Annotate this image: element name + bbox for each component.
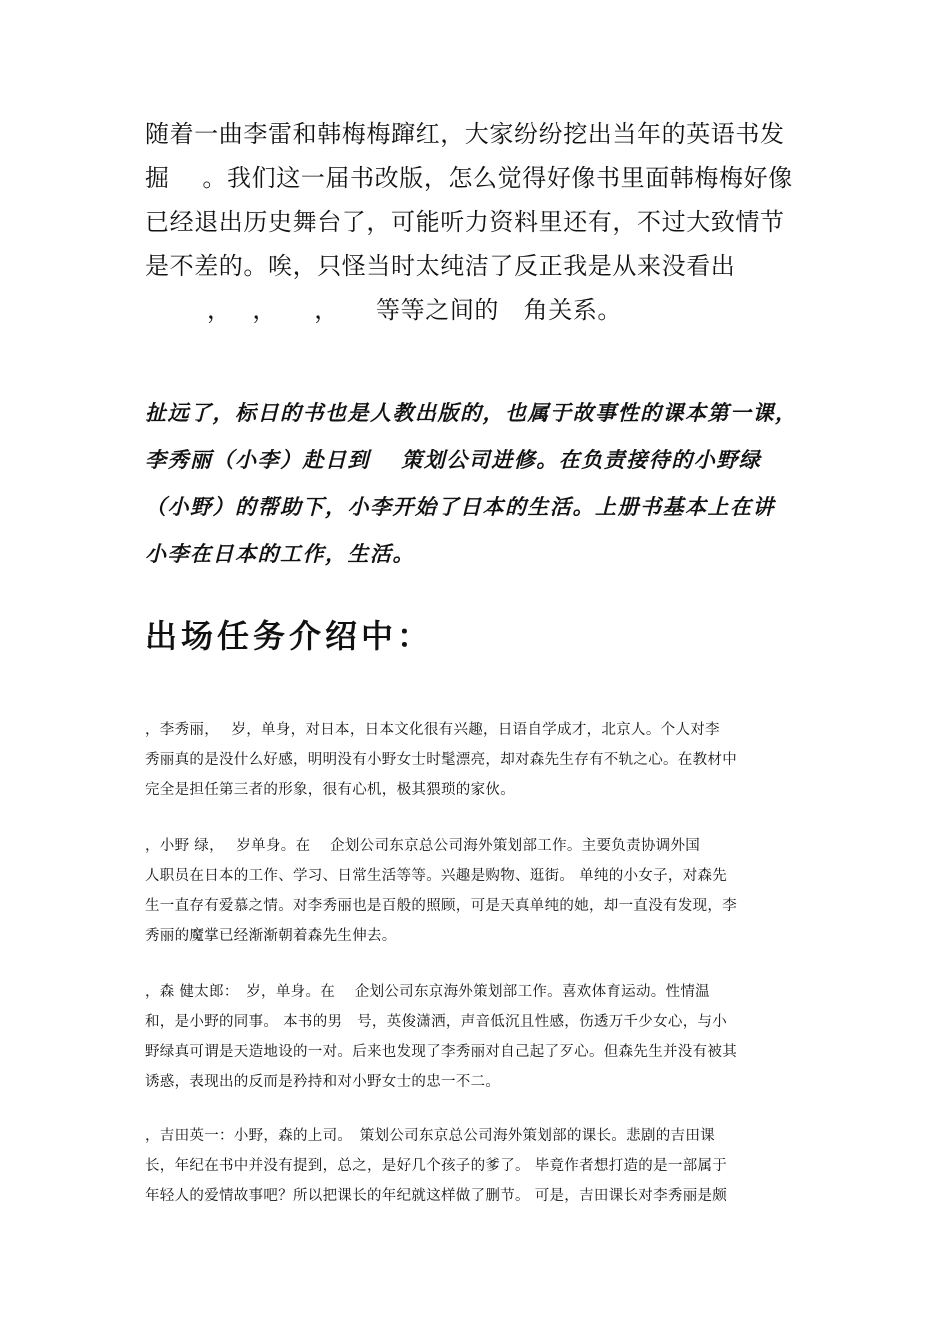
character-line: ，李秀丽， 岁，单身，对日本，日本文化很有兴趣，日语自学成才，北京人。个人对李 xyxy=(145,722,720,738)
story-line: （小野）的帮助下，小李开始了日本的生活。上册书基本上在讲 xyxy=(145,495,775,519)
character-jitian-yingyi xyxy=(145,1121,810,1211)
intro-line: 随着一曲李雷和韩梅梅蹿红，大家纷纷挖出当年的英语书发 xyxy=(145,120,785,148)
character-line: 秀丽的魔掌已经渐渐朝着森先生伸去。 xyxy=(145,928,397,944)
story-paragraph xyxy=(145,390,810,578)
character-li-xiuli xyxy=(145,715,810,805)
character-line: 年轻人的爱情故事吧？所以把课长的年纪就这样做了删节。 可是，吉田课长对李秀丽是颇 xyxy=(145,1188,728,1204)
character-line: ，小野 绿， 岁单身。在 企划公司东京总公司海外策划部工作。主要负责协调外国 xyxy=(145,838,701,854)
story-line: 小李在日本的工作，生活。 xyxy=(145,542,415,566)
character-line: 诱惑，表现出的反而是矜持和对小野女士的忠一不二。 xyxy=(145,1074,501,1090)
character-line: 长，年纪在书中并没有提到，总之，是好几个孩子的爹了。 毕竟作者想打造的是一部属于 xyxy=(145,1158,728,1174)
section-heading: 出场任务介绍中： xyxy=(145,617,434,655)
character-line: 人职员在日本的工作、学习、日常生活等等。兴趣是购物、逛街。 单纯的小女子，对森先 xyxy=(145,868,728,884)
character-sen-jiantailang xyxy=(145,977,810,1097)
character-xiaoye-lv xyxy=(145,831,810,951)
intro-line: 已经退出历史舞台了，可能听力资料里还有，不过大致情节 xyxy=(145,208,785,236)
story-line: 李秀丽（小李）赴日到 策划公司进修。在负责接待的小野绿 xyxy=(145,448,762,472)
character-line: 秀丽真的是没什么好感，明明没有小野女士时髦漂亮，却对森先生存有不轨之心。在教材中 xyxy=(145,752,737,768)
character-line: 和，是小野的同事。 本书的男 号，英俊潇洒，声音低沉且性感，伤透万千少女心，与小 xyxy=(145,1014,728,1030)
character-line: ，森 健太郎： 岁，单身。在 企划公司东京海外策划部工作。喜欢体育运动。性情温 xyxy=(145,984,710,1000)
intro-line: 是不差的。唉，只怪当时太纯洁了反正我是从来没看出 xyxy=(145,252,736,280)
intro-line: ， ， ， 等等之间的 角关系。 xyxy=(207,296,623,324)
intro-line: 掘 。我们这一届书改版，怎么觉得好像书里面韩梅梅好像 xyxy=(145,164,793,192)
character-line: 完全是担任第三者的形象，很有心机，极其猥琐的家伙。 xyxy=(145,782,515,798)
story-line: 扯远了，标日的书也是人教出版的，也属于故事性的课本第一课， xyxy=(145,401,798,425)
character-line: ，吉田英一：小野，森的上司。 策划公司东京总公司海外策划部的课长。悲剧的吉田课 xyxy=(145,1128,715,1144)
character-line: 野绿真可谓是天造地设的一对。后来也发现了李秀丽对自己起了歹心。但森先生并没有被其 xyxy=(145,1044,737,1060)
intro-paragraph xyxy=(145,112,810,332)
character-line: 生一直存有爱慕之情。对李秀丽也是百般的照顾，可是天真单纯的她，却一直没有发现，李 xyxy=(145,898,737,914)
